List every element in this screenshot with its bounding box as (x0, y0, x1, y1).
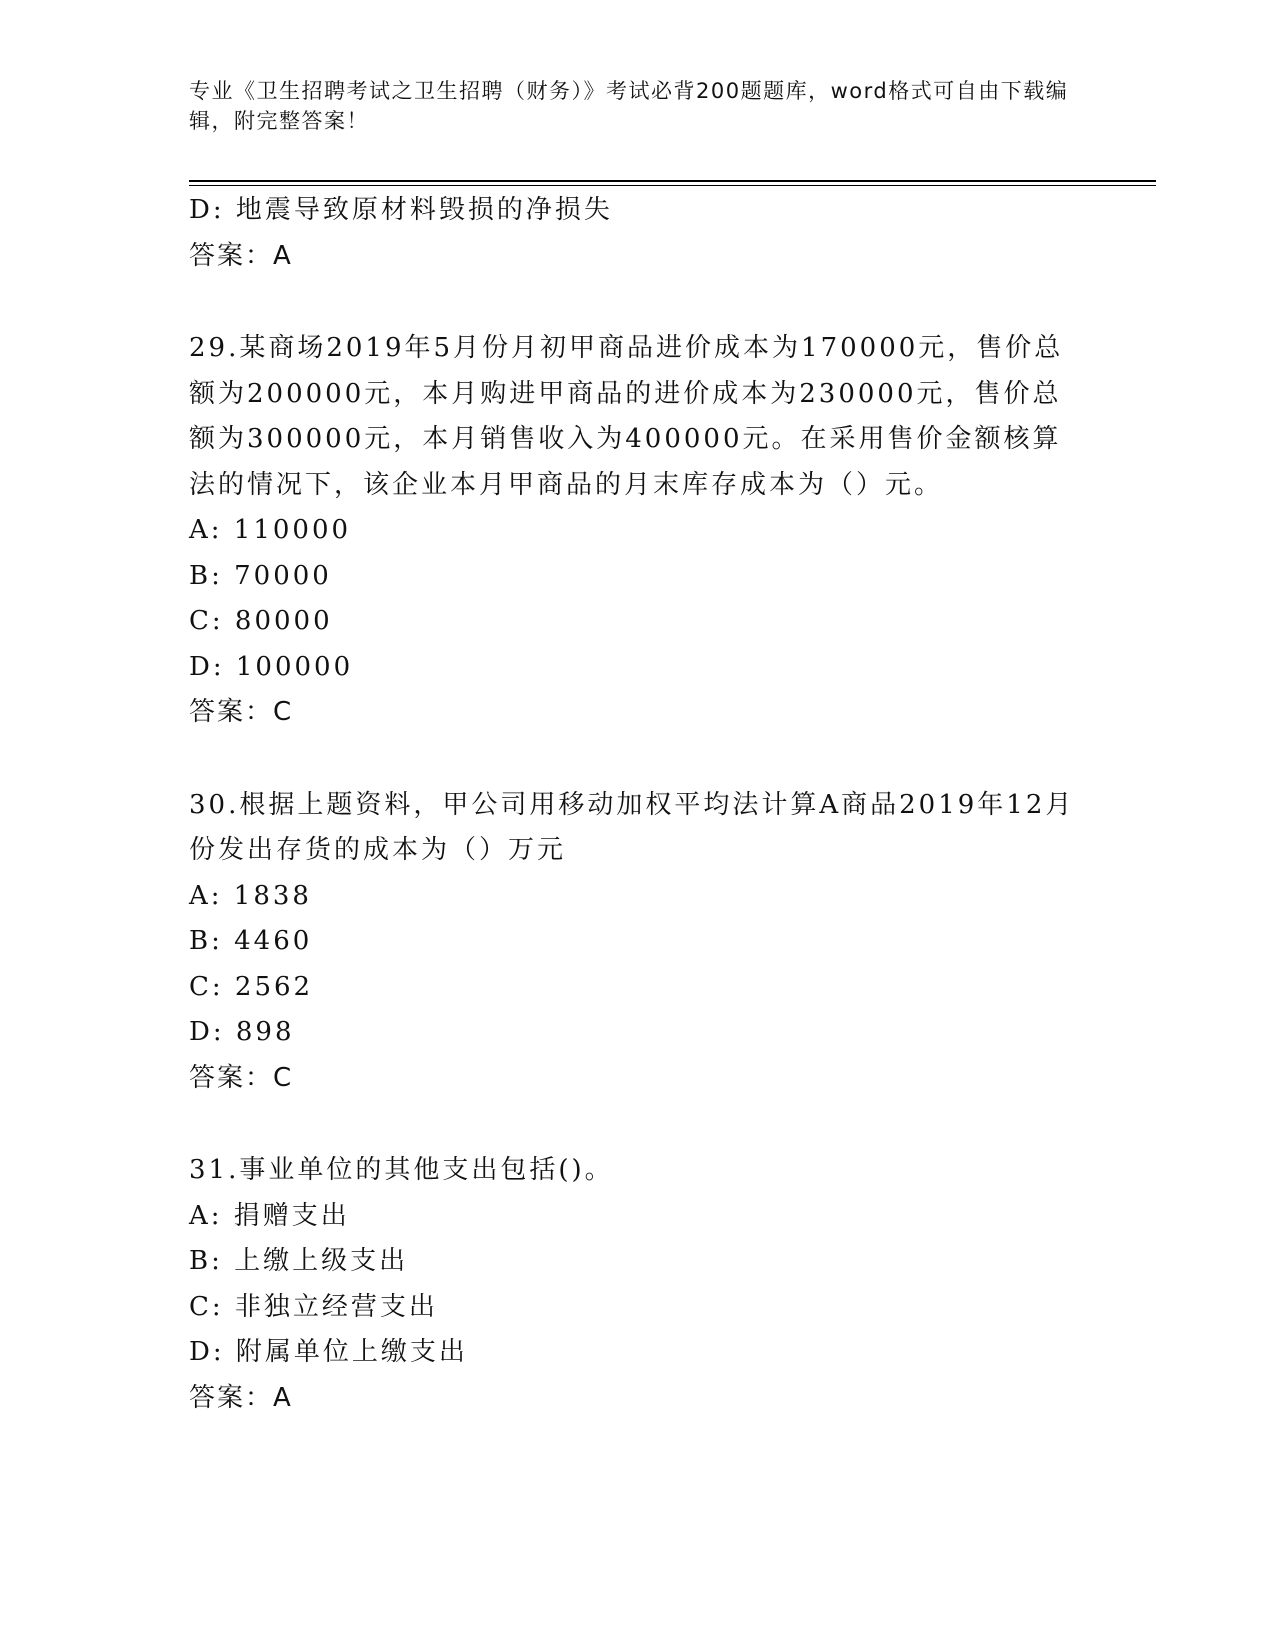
answer-line: 答案：C (189, 1062, 294, 1093)
document-body (189, 188, 1089, 1421)
answer-line: 答案：C (189, 697, 294, 727)
option-d: D: 地震导致原材料毁损的净损失 (189, 195, 613, 225)
option-d: D: 100000 (189, 651, 354, 682)
question-stem: 29.某商场2019年5月份月初甲商品进价成本为170000元，售价总额为200000元，本月购进甲商品的进价成本为230000元，售价总额为300000元，本月销售收入为400000元。在采用售价金额核算法的情况下，该企业本月甲商品的月末库存成本为（）元。 (189, 333, 1064, 500)
header-divider-thick (189, 180, 1156, 182)
option-a: A: 1838 (189, 880, 312, 911)
option-c: C: 2562 (189, 971, 314, 1002)
answer-line: 答案：A (189, 1382, 293, 1413)
option-c: C: 80000 (189, 606, 333, 636)
option-a: A: 捐赠支出 (189, 1200, 350, 1231)
option-b: B: 上缴上级支出 (189, 1246, 409, 1276)
question-stem: 30.根据上题资料，甲公司用移动加权平均法计算A商品2019年12月份发出存货的成本为（）万元 (189, 789, 1075, 865)
question-stem: 31.事业单位的其他支出包括()。 (189, 1155, 614, 1185)
answer-line: 答案：A (189, 240, 293, 271)
option-d: D: 898 (189, 1017, 295, 1047)
option-a: A: 110000 (189, 515, 352, 545)
document-header: 专业《卫生招聘考试之卫生招聘（财务）》考试必背200题题库，word格式可自由下载编辑，附完整答案！ (189, 79, 1069, 133)
option-b: B: 4460 (189, 926, 313, 956)
option-d: D: 附属单位上缴支出 (189, 1337, 468, 1367)
header-divider-thin (189, 185, 1156, 186)
option-b: B: 70000 (189, 560, 332, 591)
partial-question (189, 188, 1089, 279)
question-30 (189, 783, 1089, 1102)
question-31 (189, 1148, 1089, 1421)
option-c: C: 非独立经营支出 (189, 1291, 438, 1322)
question-29 (189, 326, 1089, 736)
